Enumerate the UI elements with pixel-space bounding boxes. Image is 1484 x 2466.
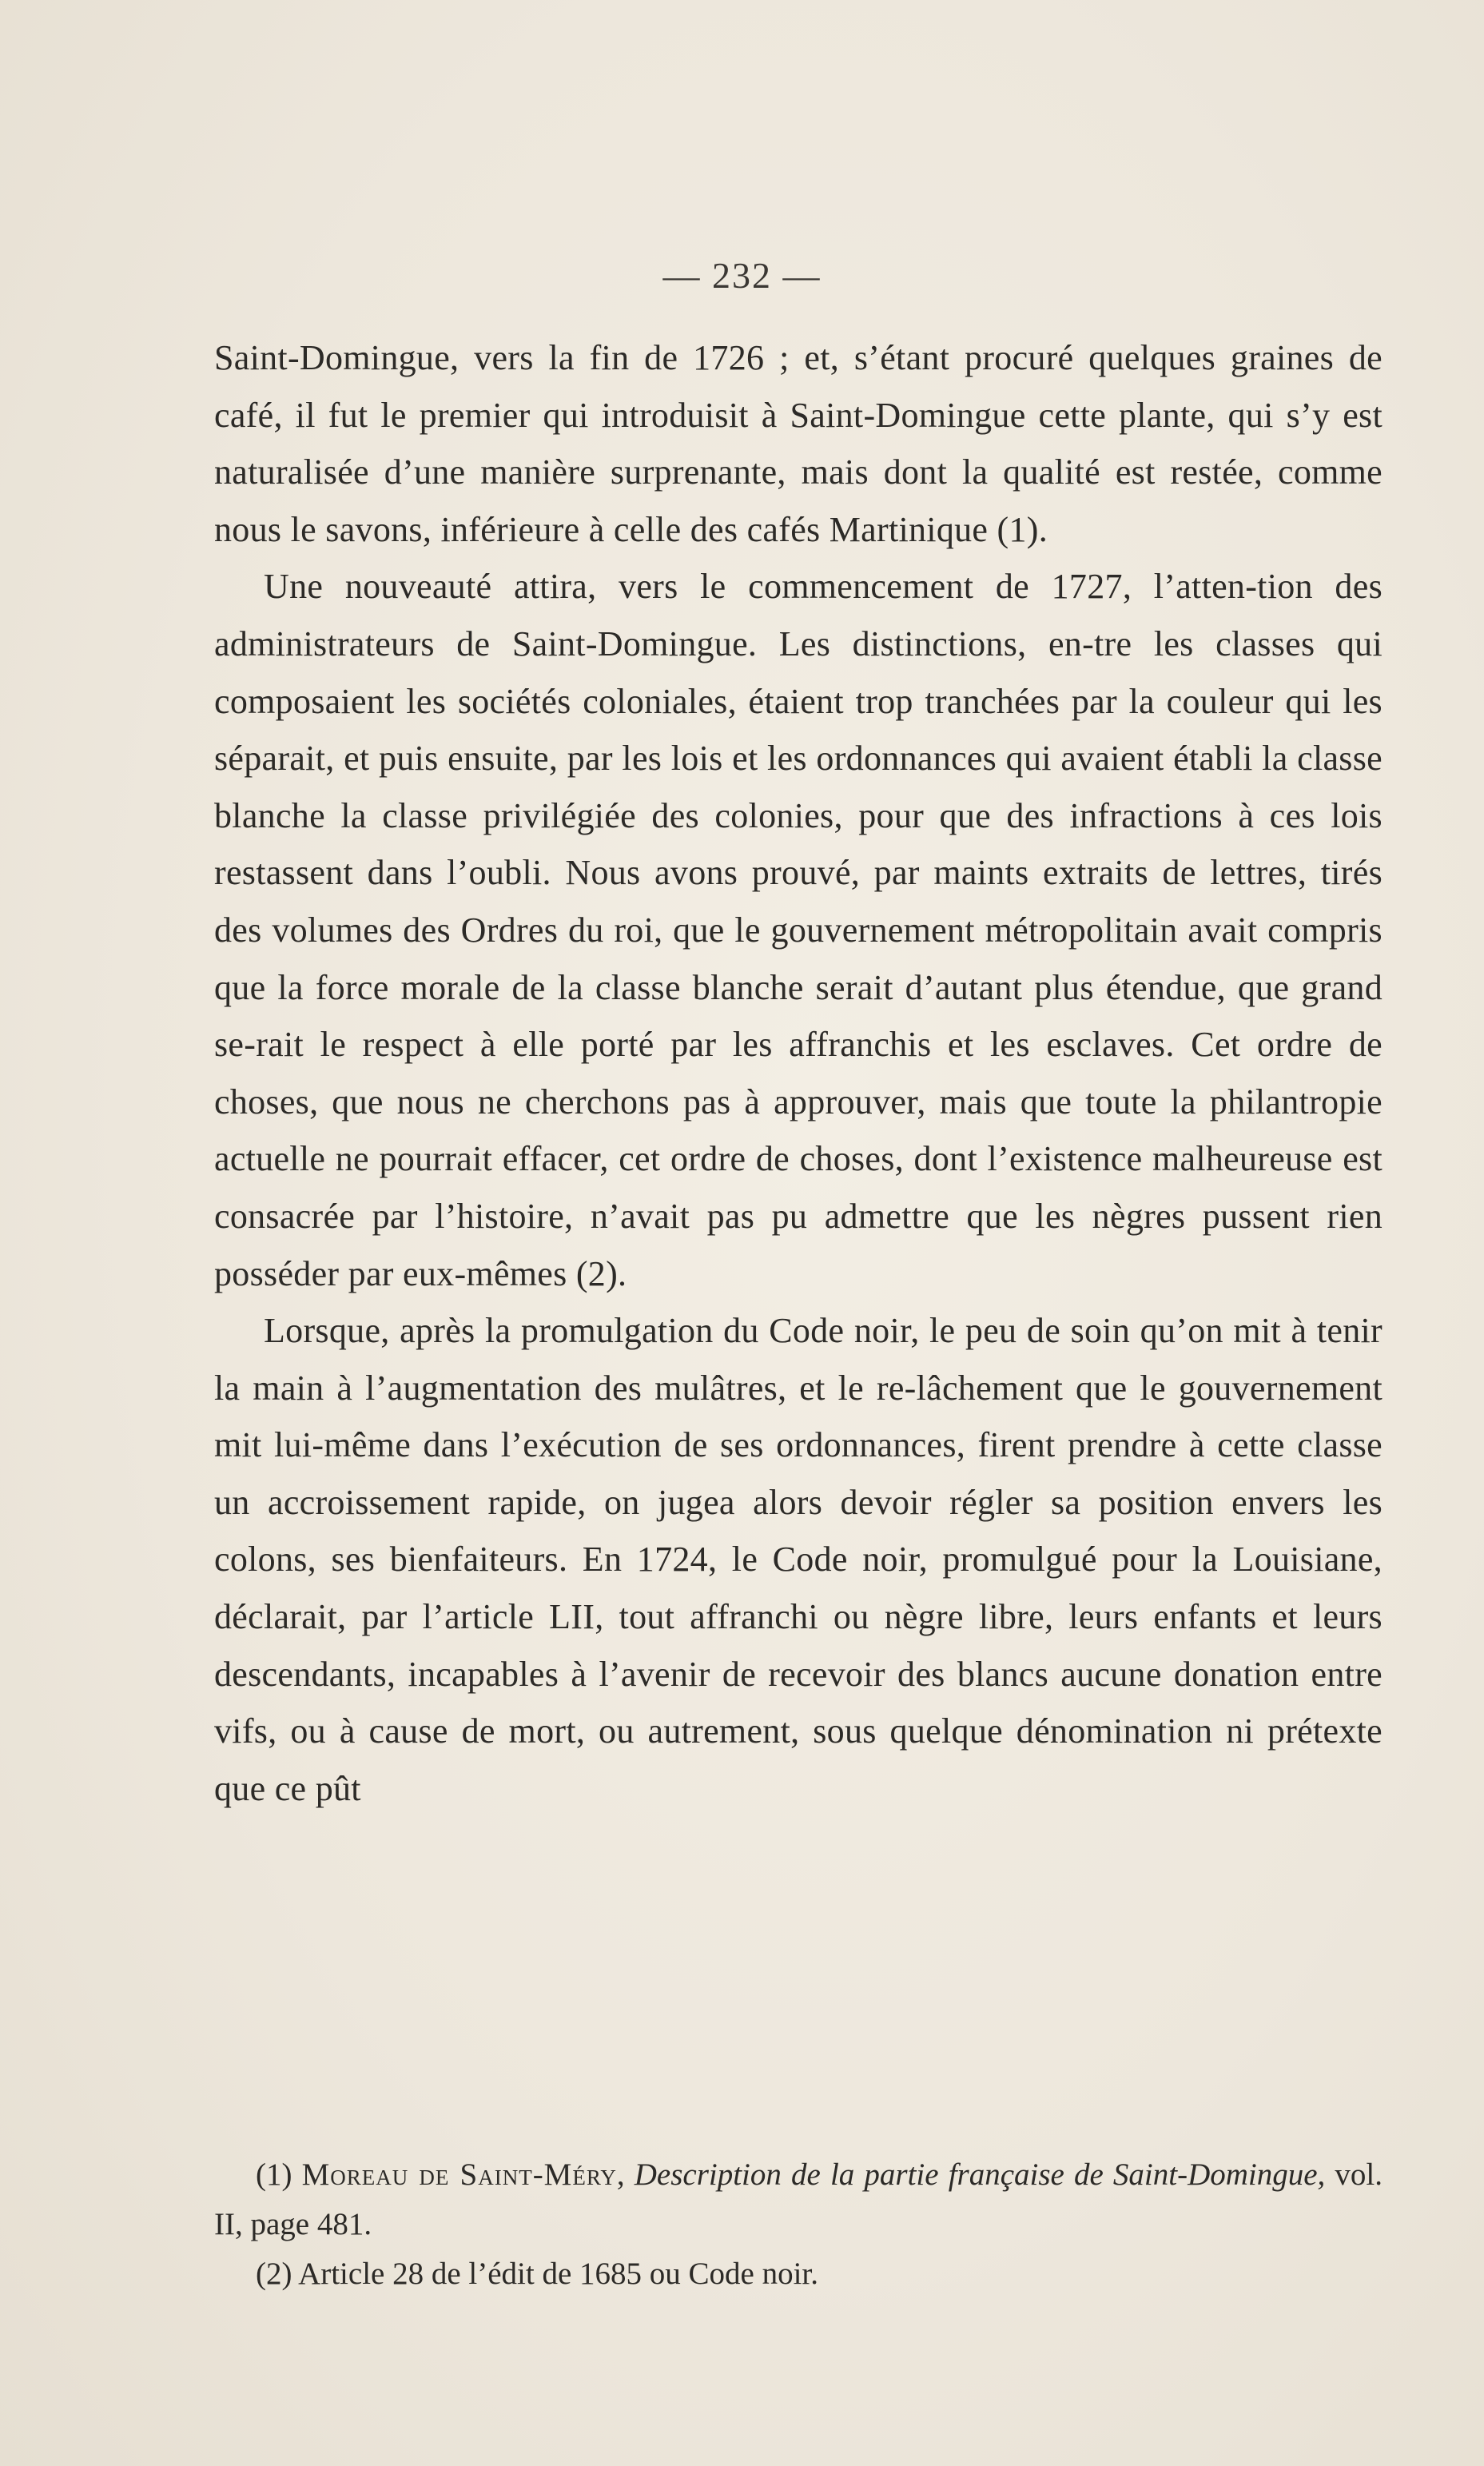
text-line: extraits de lettres, tirés des volumes des Ordres du roi, que le	[214, 853, 1383, 950]
footnote-marker: (1)	[256, 2157, 292, 2192]
text-line: la classe privilégiée des colonies, pour que des infractions à ces	[340, 795, 1315, 835]
text-line: de la classe blanche serait d’autant plus étendue, que grand se-	[214, 967, 1383, 1065]
text-line: mais que toute la philantropie actuelle ne pourrait effacer, cet	[214, 1082, 1383, 1179]
text-line: de ses ordonnances, firent prendre à cette classe un accroissement	[214, 1425, 1383, 1522]
footnote-ref: vol. II, page 481.	[214, 2157, 1383, 2241]
text-line: leurs enfants et leurs descendants, incapables à l’avenir de recevoir	[214, 1597, 1383, 1694]
text-line: posséder par eux-mêmes (2).	[214, 1253, 627, 1293]
text-line: les lois et les ordonnances qui avaient établi la classe blanche	[214, 739, 1383, 835]
paragraph	[214, 558, 1383, 1302]
text-line: ses bienfaiteurs. En 1724, le Code noir, promulgué pour la	[331, 1540, 1218, 1580]
text-line: cette plante, qui s’y est naturalisée d’une manière surprenante,	[214, 395, 1383, 492]
footnotes	[214, 2150, 1383, 2299]
text-line: des blancs aucune donation entre vifs, ou à cause de mort, ou	[214, 1654, 1383, 1751]
text-line: tre les classes qui composaient les sociétés coloniales, étaient	[214, 623, 1383, 721]
text-line: ordre de choses, dont l’existence malheureuse est consacrée par	[214, 1139, 1383, 1236]
paragraph-continued	[214, 329, 1383, 558]
footnote-separator: ,	[616, 2157, 625, 2192]
text-line: tion des administrateurs de Saint-Domingue. Les distinctions, en-	[214, 567, 1383, 663]
text-line: lois restassent dans l’oubli. Nous avons prouvé, par maints	[214, 795, 1383, 893]
footnote-2: (2) Article 28 de l’édit de 1685 ou Code noir.	[256, 2257, 819, 2291]
text-line: autrement, sous quelque dénomination ni prétexte que ce pût	[214, 1711, 1383, 1808]
text-line: graines de café, il fut le premier qui introduisit à Saint-Domingue	[214, 338, 1383, 435]
text-line: rapide, on jugea alors devoir régler sa position envers les colons,	[214, 1482, 1383, 1580]
text-line: rait le respect à elle porté par les affranchis et les esclaves.	[256, 1025, 1175, 1065]
text-line: mais dont la qualité est restée, comme nous le savons, inférieure à	[214, 452, 1383, 549]
text-line: Louisiane, déclarait, par l’article LII, tout affranchi ou nègre libre,	[214, 1540, 1383, 1637]
text-line: Saint-Domingue, vers la fin de 1726 ; et, s’étant procuré quelques	[214, 338, 1216, 377]
footnote-title-cont: Saint-Domingue,	[1112, 2157, 1326, 2192]
footnote-author: Moreau de Saint-Méry	[301, 2157, 617, 2192]
text-line: Une nouveauté attira, vers le commencement de 1727, l’atten-	[264, 567, 1258, 607]
text-line: qu’on mit à tenir la main à l’augmentation des mulâtres, et le re-	[214, 1311, 1383, 1408]
text-line: lâchement que le gouvernement mit lui-même dans l’exécution	[214, 1368, 1383, 1465]
text-line: l’histoire, n’avait pas pu admettre que les nègres pussent rien	[435, 1196, 1383, 1236]
text-line: trop tranchées par la couleur qui les séparait, et puis ensuite, par	[214, 681, 1383, 779]
body-text	[214, 329, 1383, 1817]
page-number: — 232 —	[662, 255, 822, 296]
paragraph	[214, 1302, 1383, 1817]
text-line: Cet ordre de choses, que nous ne cherchons pas à approuver,	[214, 1025, 1383, 1121]
text-line: Lorsque, après la promulgation du Code noir, le peu de soin	[264, 1311, 1131, 1351]
footnote-title: Description de la partie française de	[634, 2157, 1104, 2192]
text-line: gouvernement métropolitain avait compris que la force morale	[214, 910, 1383, 1007]
footnote-1	[214, 2150, 1383, 2249]
text-line: celle des cafés Martinique (1).	[613, 509, 1048, 549]
